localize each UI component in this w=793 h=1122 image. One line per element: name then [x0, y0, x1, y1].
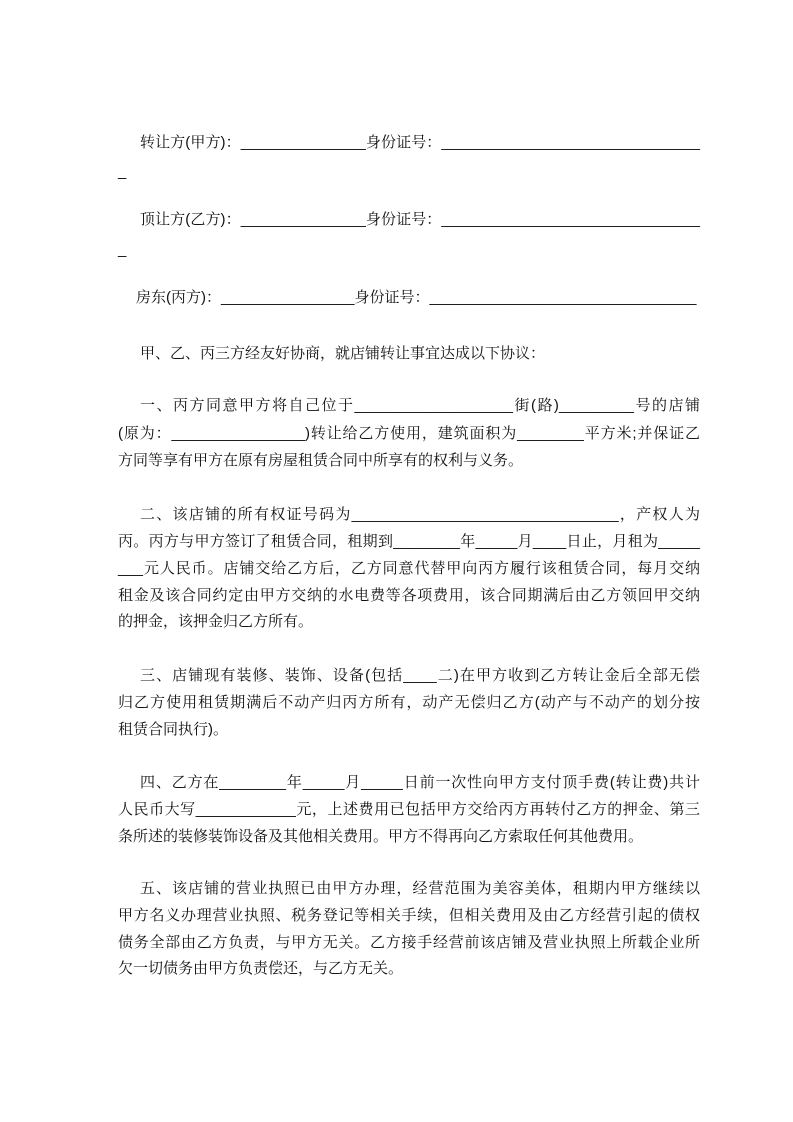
- clause-5-line: 五、该店铺的营业执照已由甲方办理，经营范围为美容美体，租期内甲方继续以: [140, 880, 700, 897]
- clause-5-line: 甲方名义办理营业执照、税务登记等相关手续，但相关费用及由乙方经营引起的债权: [118, 907, 700, 924]
- clause-1-line: 方同等享有甲方在原有房屋租赁合同中所享有的权利与义务。: [118, 452, 524, 469]
- party-a-line: 转让方(甲方)：_______________身份证号：_______________________________: [140, 134, 700, 151]
- clause-2-line: 二、该店铺的所有权证号码为________________________________，产权人为: [140, 506, 700, 523]
- party-c-line: 房东(丙方)：________________身份证号：________________________________: [136, 289, 697, 306]
- clause-4-line: 四、乙方在________年_____月_____日前一次性向甲方支付顶手费(转让费)共计: [140, 774, 700, 791]
- clause-2-line: 的押金，该押金归乙方所有。: [118, 613, 314, 630]
- clause-1-line: 一、丙方同意甲方将自己位于___________________街(路)_________号的店铺: [140, 397, 700, 414]
- clause-2-line: ___元人民币。店铺交给乙方后，乙方同意代替甲向丙方履行该租赁合同，每月交纳: [118, 560, 700, 577]
- party-a-continuation: _: [118, 163, 127, 180]
- clause-3-line: 三、店铺现有装修、装饰、设备(包括____二)在甲方收到乙方转让金后全部无偿: [140, 667, 700, 684]
- clause-3-line: 租赁合同执行)。: [118, 721, 228, 738]
- clause-5-line: 债务全部由乙方负责，与甲方无关。乙方接手经营前该店铺及营业执照上所载企业所: [118, 934, 700, 951]
- party-b-line: 顶让方(乙方)：_______________身份证号：_______________________________: [140, 211, 700, 228]
- clause-2-line: 丙。丙方与甲方签订了租赁合同，租期到________年_____月____日止，月租为_____: [118, 533, 700, 550]
- clause-5-line: 欠一切债务由甲方负责偿还，与乙方无关。: [118, 960, 404, 977]
- party-b-continuation: _: [118, 241, 127, 258]
- intro-text: 甲、乙、丙三方经友好协商，就店铺转让事宜达成以下协议：: [140, 345, 546, 362]
- clause-4-line: 条所述的装修装饰设备及其他相关费用。甲方不得再向乙方索取任何其他费用。: [118, 828, 644, 845]
- clause-3-line: 归乙方使用租赁期满后不动产归丙方所有，动产无偿归乙方(动产与不动产的划分按: [118, 694, 700, 711]
- clause-4-line: 人民币大写____________元，上述费用已包括甲方交给丙方再转付乙方的押金、第三: [118, 801, 700, 818]
- clause-2-line: 租金及该合同约定由甲方交纳的水电费等各项费用，该合同期满后由乙方领回甲交纳: [118, 587, 700, 604]
- clause-1-line: (原为：________________)转让给乙方使用，建筑面积为________平方米;并保证乙: [118, 425, 700, 442]
